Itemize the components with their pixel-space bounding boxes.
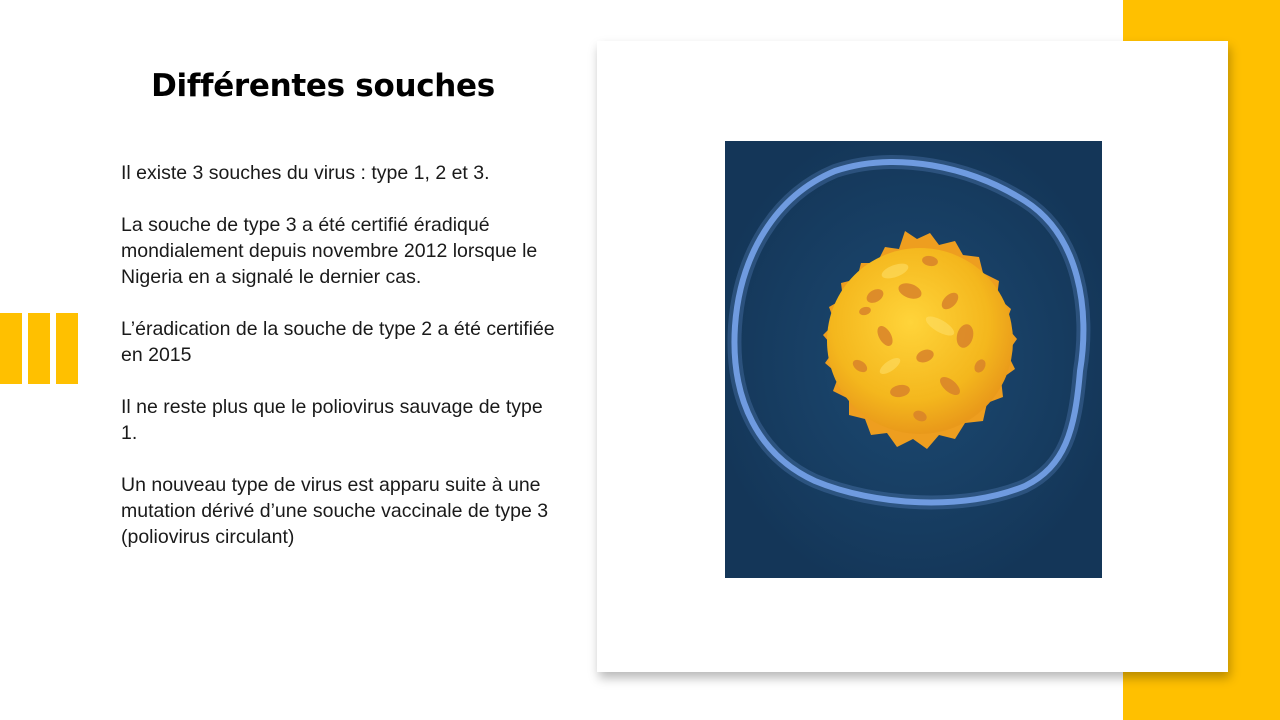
- decorative-bar: [56, 313, 78, 384]
- paragraph-type2: L’éradication de la souche de type 2 a été certifiée en 2015: [121, 318, 555, 366]
- paragraph-new-type: Un nouveau type de virus est apparu suite à une mutation dérivé d’une souche vaccinale de type 3 (poliovirus circulant): [121, 474, 549, 548]
- poliovirus-illustration-icon: [725, 141, 1102, 578]
- image-card: [597, 41, 1228, 672]
- slide-body: [121, 160, 561, 576]
- decorative-bar: [0, 313, 22, 384]
- paragraph-type1: Il ne reste plus que le poliovirus sauvage de type 1.: [121, 396, 543, 444]
- decorative-bar: [28, 313, 50, 384]
- slide-title: Différentes souches: [151, 68, 495, 104]
- paragraph-type3: La souche de type 3 a été certifié éradiqué mondialement depuis novembre 2012 lorsque le Nigeria en a signalé le dernier cas.: [121, 214, 538, 288]
- paragraph-strains: Il existe 3 souches du virus : type 1, 2 et 3.: [121, 162, 490, 184]
